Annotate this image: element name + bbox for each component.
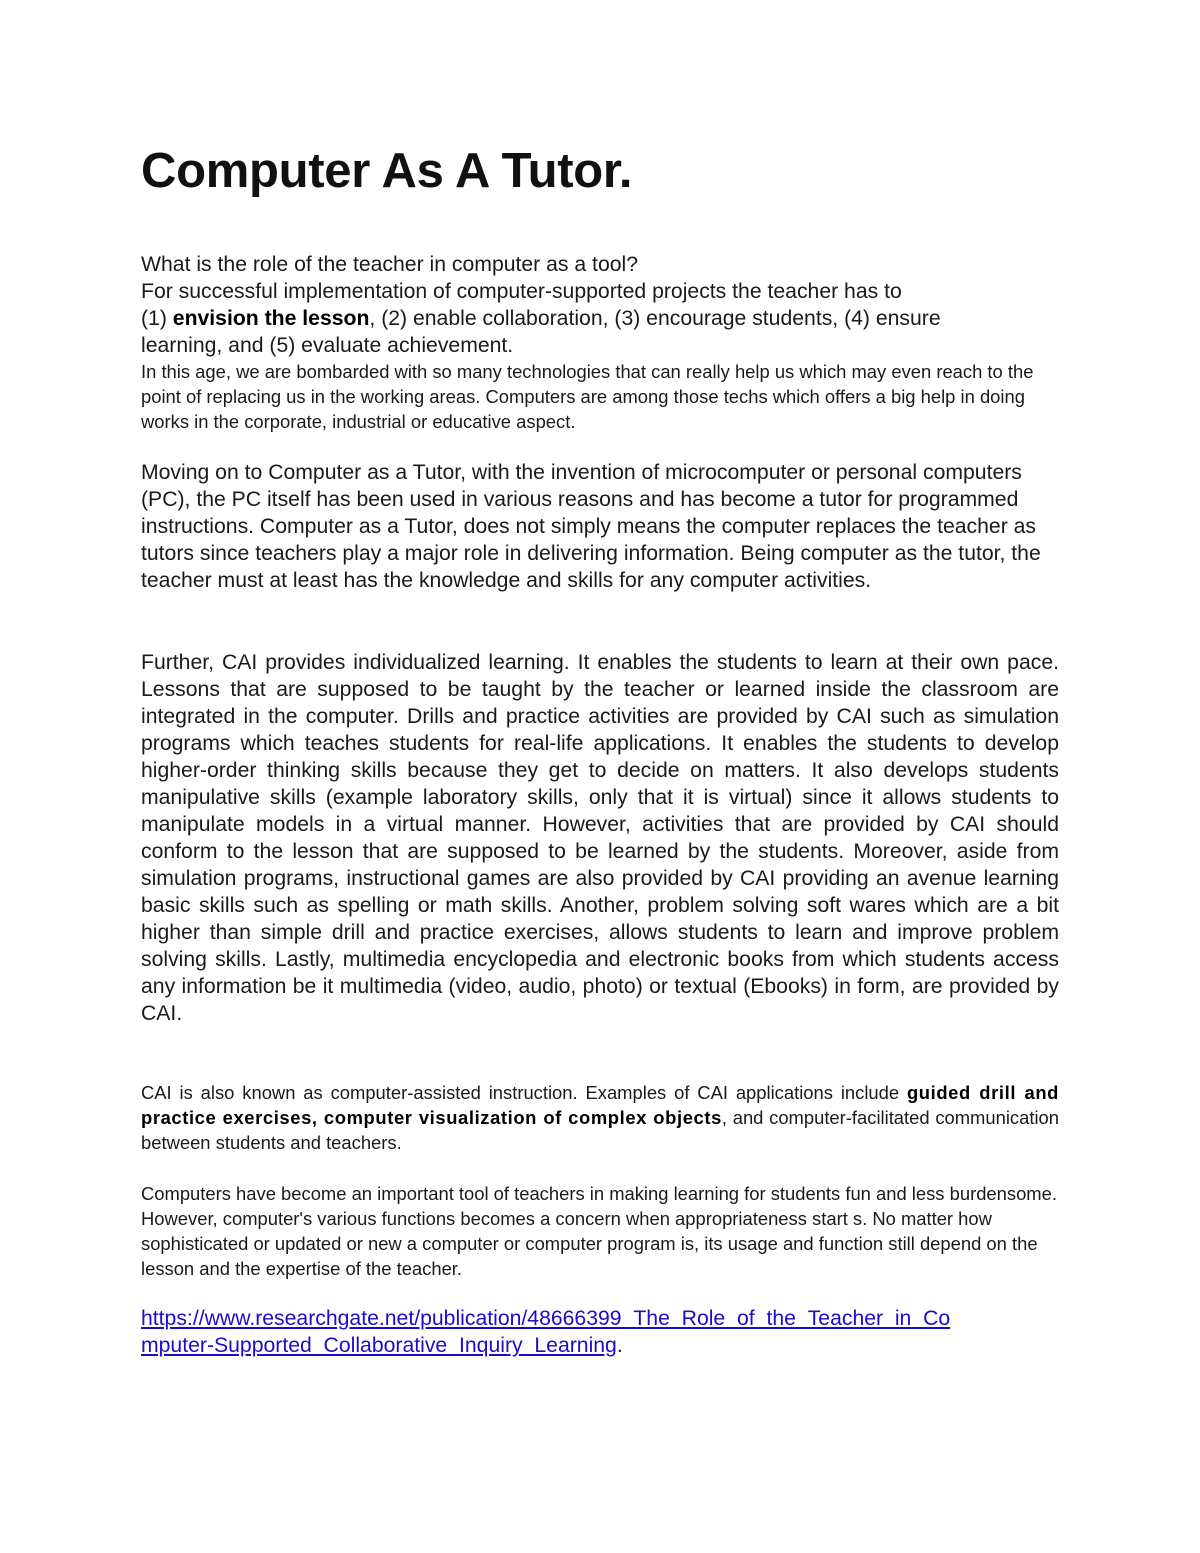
cai-intro: CAI is also known as computer-assisted instruction. Examples of CAI applications include	[141, 1082, 907, 1103]
cai-paragraph	[141, 1080, 1059, 1155]
document-page	[141, 0, 1059, 1553]
steps-prefix: (1)	[141, 307, 173, 330]
computers-paragraph: Computers have become an important tool of teachers in making learning for students fun and less burdensome. However, computer's various functions becomes a concern when appropriateness start s. No matter how sophisticated or updated or new a computer or computer program is, its usage and function still depend on the lesson and the expertise of the teacher.	[141, 1183, 1057, 1279]
further-paragraph: Further, CAI provides individualized learning. It enables the students to learn at their own pace. Lessons that are supposed to be taught by the teacher or learned inside the classroom are integrated in the computer. Drills and practice activities are provided by CAI such as simulation programs which teaches students for real-life applications. It enables the students to develop higher-order thinking skills because they get to decide on matters. It also develops students manipulative skills (example laboratory skills, only that it is virtual) since it allows students to manipulate models in a virtual manner. However, activities that are provided by CAI should conform to the lesson that are supposed to be learned by the students. Moreover, aside from simulation programs, instructional games are also provided by CAI providing an avenue learning basic skills such as spelling or math skills. Another, problem solving soft wares which are a bit higher than simple drill and practice exercises, allows students to learn and improve problem solving skills. Lastly, multimedia encyclopedia and electronic books from which students access any information be it multimedia (video, audio, photo) or textual (Ebooks) in form, are provided by CAI.	[141, 651, 1059, 1025]
intro-section	[141, 251, 1059, 359]
link-suffix: .	[616, 1334, 623, 1357]
question-line: What is the role of the teacher in computer as a tool?	[141, 253, 638, 276]
steps-line	[141, 305, 1059, 332]
cai-bold-phrase: guided drill and practice exercises, computer visualization of complex objects	[141, 1082, 1059, 1128]
reference-link-block	[141, 1305, 1059, 1359]
steps-line-2: learning, and (5) evaluate achievement.	[141, 334, 514, 357]
steps-bold-phrase: envision the lesson	[172, 307, 370, 330]
page-title: Computer As A Tutor.	[141, 144, 633, 198]
moving-paragraph: Moving on to Computer as a Tutor, with the invention of microcomputer or personal computers (PC), the PC itself has been used in various reasons and has become a tutor for programmed instructions. Computer as a Tutor, does not simply means the computer replaces the teacher as tutors since teachers play a major role in delivering information. Being computer as the tutor, the teacher must at least has the knowledge and skills for any computer activities.	[141, 461, 1041, 592]
cai-rest: , and computer-facilitated communication between students and teachers.	[141, 1107, 1059, 1153]
reference-link-part-1[interactable]: https://www.researchgate.net/publication/48666399_The_Role_of_the_Teacher_in_Co	[141, 1307, 951, 1330]
steps-rest: , (2) enable collaboration, (3) encourage students, (4) ensure	[369, 307, 941, 330]
bombard-paragraph: In this age, we are bombarded with so many technologies that can really help us which may even reach to the point of replacing us in the working areas. Computers are among those techs which offers a big help in doing works in the corporate, industrial or educative aspect.	[141, 361, 1034, 432]
implementation-intro-line: For successful implementation of computer-supported projects the teacher has to	[141, 280, 902, 303]
reference-link-part-2[interactable]: mputer-Supported_Collaborative_Inquiry_Learning	[141, 1334, 617, 1357]
